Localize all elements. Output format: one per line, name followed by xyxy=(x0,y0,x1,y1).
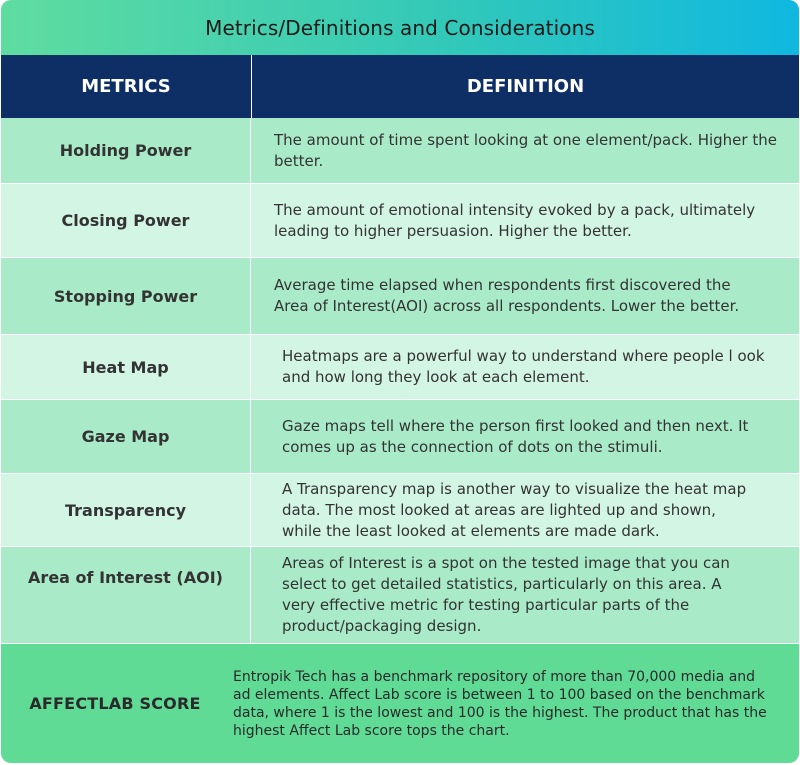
affectlab-score-row xyxy=(1,644,799,763)
metric-name: Transparency xyxy=(1,474,251,546)
table-row xyxy=(1,335,799,400)
score-description: Entropik Tech has a benchmark repository of more than 70,000 media and ad elements. Affect Lab score is between 1 to 100 based on the benchmark data, where 1 is the lowest and 100 is the highest. The product that has the highest Affect Lab score tops the chart. xyxy=(233,668,767,739)
table-body xyxy=(1,118,799,644)
metric-name: Closing Power xyxy=(1,184,251,257)
header-metrics: METRICS xyxy=(1,55,252,118)
header-definition: DEFINITION xyxy=(466,76,585,97)
table-row xyxy=(1,258,799,335)
metric-name: Holding Power xyxy=(1,118,251,183)
table-row xyxy=(1,547,799,644)
table-header xyxy=(1,55,799,118)
metric-definition: The amount of emotional intensity evoked by a pack, ultimately leading to higher persuasion. Higher the better. xyxy=(274,200,756,240)
metric-definition: Areas of Interest is a spot on the tested image that you can select to get detailed statistics, particularly on this area. A very effective metric for testing particular parts of the product/packaging design. xyxy=(282,554,730,635)
metric-definition: The amount of time spent looking at one element/pack. Higher the better. xyxy=(274,130,777,170)
table-row xyxy=(1,400,799,474)
score-label: AFFECTLAB SCORE xyxy=(29,694,201,713)
metric-definition: Heatmaps are a powerful way to understand where people l ook and how long they look at each element. xyxy=(282,347,765,386)
metric-name: Heat Map xyxy=(1,335,251,399)
page-title: Metrics/Definitions and Considerations xyxy=(1,0,799,55)
metric-name: Stopping Power xyxy=(1,258,251,334)
metric-definition: Gaze maps tell where the person first looked and then next. It comes up as the connection of dots on the stimuli. xyxy=(282,416,749,456)
table-row xyxy=(1,184,799,258)
metrics-table-card xyxy=(1,0,799,763)
metric-name: Area of Interest (AOI) xyxy=(1,547,251,643)
metric-definition: A Transparency map is another way to visualize the heat map data. The most looked at areas are lighted up and shown, while the least looked at elements are made dark. xyxy=(282,479,747,540)
table-row xyxy=(1,118,799,184)
table-row xyxy=(1,474,799,547)
metric-name: Gaze Map xyxy=(1,400,251,473)
metric-definition: Average time elapsed when respondents first discovered the Area of Interest(AOI) across all respondents. Lower the better. xyxy=(274,276,740,315)
